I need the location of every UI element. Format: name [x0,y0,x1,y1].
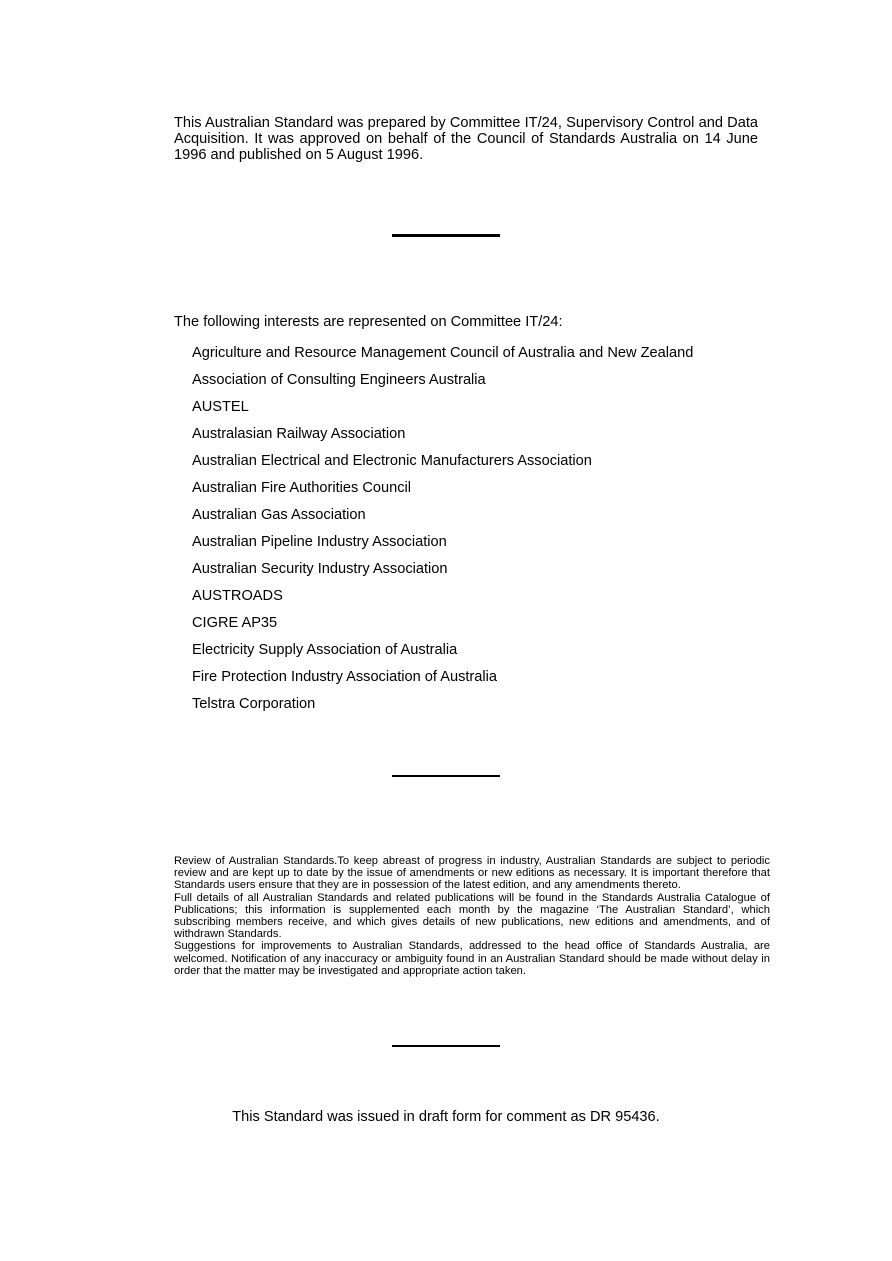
list-item: CIGRE AP35 [192,615,278,631]
interests-list [192,340,693,718]
review-notice [174,855,770,977]
draft-note: This Standard was issued in draft form for comment as DR 95436. [232,1109,660,1125]
approval-statement: This Australian Standard was prepared by Committee IT/24, Supervisory Control and Data Acquisition. It was approved on behalf of the Council of Standards Australia on 14 June 1996 and published on 5 August 1996. [174,115,758,163]
suggestions-paragraph: Suggestions for improvements to Australian Standards, addressed to the head office of Standards Australia, are welcomed. Notification of any inaccuracy or ambiguity found in an Australian Standard should be made without delay in order that the matter may be investigated and appropriate action taken. [174,940,770,977]
list-item: Australian Pipeline Industry Association [192,534,447,550]
catalogue-paragraph: Full details of all Australian Standards and related publications will be found in the Standards Australia Catalogue of Publications; this information is supplemented each month by the magazine ‘The Australian Standard’, which subscribing members receive, and which gives details of new publications, new editions and amendments, and of withdrawn Standards. [174,891,770,941]
list-item: Australasian Railway Association [192,426,406,442]
list-item: Electricity Supply Association of Australia [192,642,458,658]
list-item: Telstra Corporation [192,696,316,712]
divider-rule [392,234,500,237]
list-item: Association of Consulting Engineers Australia [192,372,486,388]
divider-rule [392,1045,500,1047]
review-paragraph: Review of Australian Standards.To keep abreast of progress in industry, Australian Standards are subject to periodic review and are kept up to date by the issue of amendments or new editions as necessary. It is important therefore that Standards users ensure that they are in possession of the latest edition, and any amendments thereto. [174,855,770,892]
divider-rule [392,775,500,777]
list-item: AUSTROADS [192,588,283,604]
list-item: Australian Fire Authorities Council [192,480,412,496]
list-item: AUSTEL [192,399,249,415]
list-item: Australian Electrical and Electronic Manufacturers Association [192,453,592,469]
list-item: Australian Gas Association [192,507,366,523]
list-item: Agriculture and Resource Management Council of Australia and New Zealand [192,345,694,361]
interests-heading: The following interests are represented on Committee IT/24: [174,314,563,330]
list-item: Fire Protection Industry Association of Australia [192,669,497,685]
list-item: Australian Security Industry Association [192,561,448,577]
